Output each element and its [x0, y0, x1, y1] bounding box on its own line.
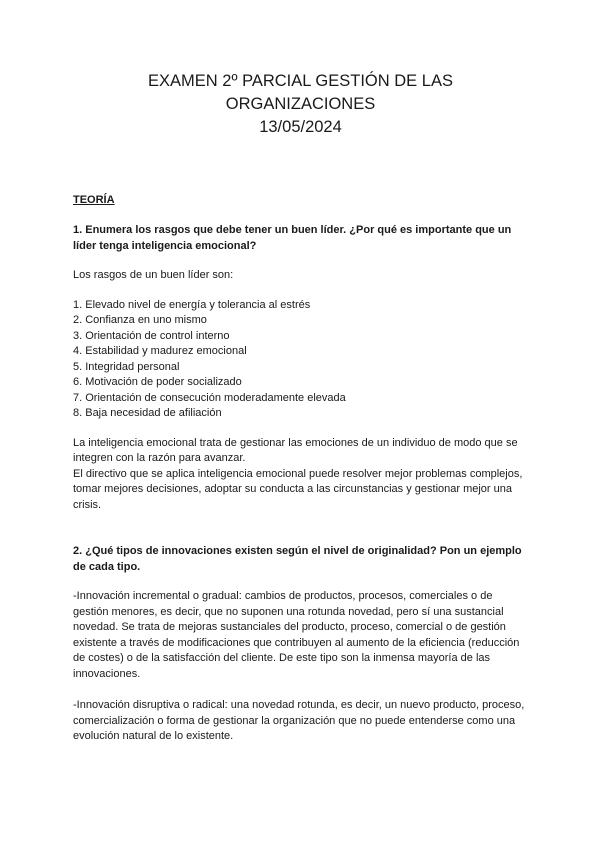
answer-1-paragraph-2: El directivo que se aplica inteligencia emocional puede resolver mejor problemas complejos, tomar mejores decisiones, adoptar su conducta a las circunstancias y gestionar mejor una crisis.	[73, 467, 523, 511]
list-item: 3. Orientación de control interno	[73, 329, 230, 342]
list-item: 8. Baja necesidad de afiliación	[73, 407, 222, 419]
section-heading-teoria: TEORÍA	[73, 194, 115, 206]
list-item: 6. Motivación de poder socializado	[73, 376, 242, 388]
list-item: 4. Estabilidad y madurez emocional	[73, 345, 247, 357]
question-2: 2. ¿Qué tipos de innovaciones existen según el nivel de originalidad? Pon un ejemplo de cada tipo.	[73, 545, 522, 573]
answer-1-paragraph-1: La inteligencia emocional trata de gestionar las emociones de un individuo de modo que se integren con la razón para avanzar.	[73, 436, 518, 464]
list-item: 7. Orientación de consecución moderadamente elevada	[73, 391, 346, 404]
answer-2-disruptive: -Innovación disruptiva o radical: una novedad rotunda, es decir, un nuevo producto, proceso, comercialización o forma de gestionar la organización que no puede entenderse como una evolución natural de lo existente.	[73, 699, 525, 742]
title-line-1: EXAMEN 2º PARCIAL GESTIÓN DE LAS ORGANIZACIONES	[148, 72, 453, 113]
traits-list	[73, 298, 528, 422]
list-item: 2. Confianza en uno mismo	[73, 314, 207, 326]
document-title	[73, 70, 528, 139]
title-date: 13/05/2024	[259, 118, 342, 136]
question-1: 1. Enumera los rasgos que debe tener un buen líder. ¿Por qué es importante que un líder tenga inteligencia emocional?	[73, 224, 512, 252]
list-item: 1. Elevado nivel de energía y tolerancia al estrés	[73, 298, 311, 311]
list-item: 5. Integridad personal	[73, 360, 180, 373]
traits-intro: Los rasgos de un buen líder son:	[73, 269, 234, 281]
answer-2-incremental: -Innovación incremental o gradual: cambios de productos, procesos, comerciales o de gestión menores, es decir, que no suponen una rotunda novedad, pero sí una sustancial novedad. Se trata de mejoras sustanciales del producto, proceso, comercial o de gestión existente a través de modificaciones que contribuyen al aumento de la eficiencia (reducción de costes) o de la satisfacción del cliente. De este tipo son la inmensa mayoría de las innovaciones.	[73, 590, 520, 680]
